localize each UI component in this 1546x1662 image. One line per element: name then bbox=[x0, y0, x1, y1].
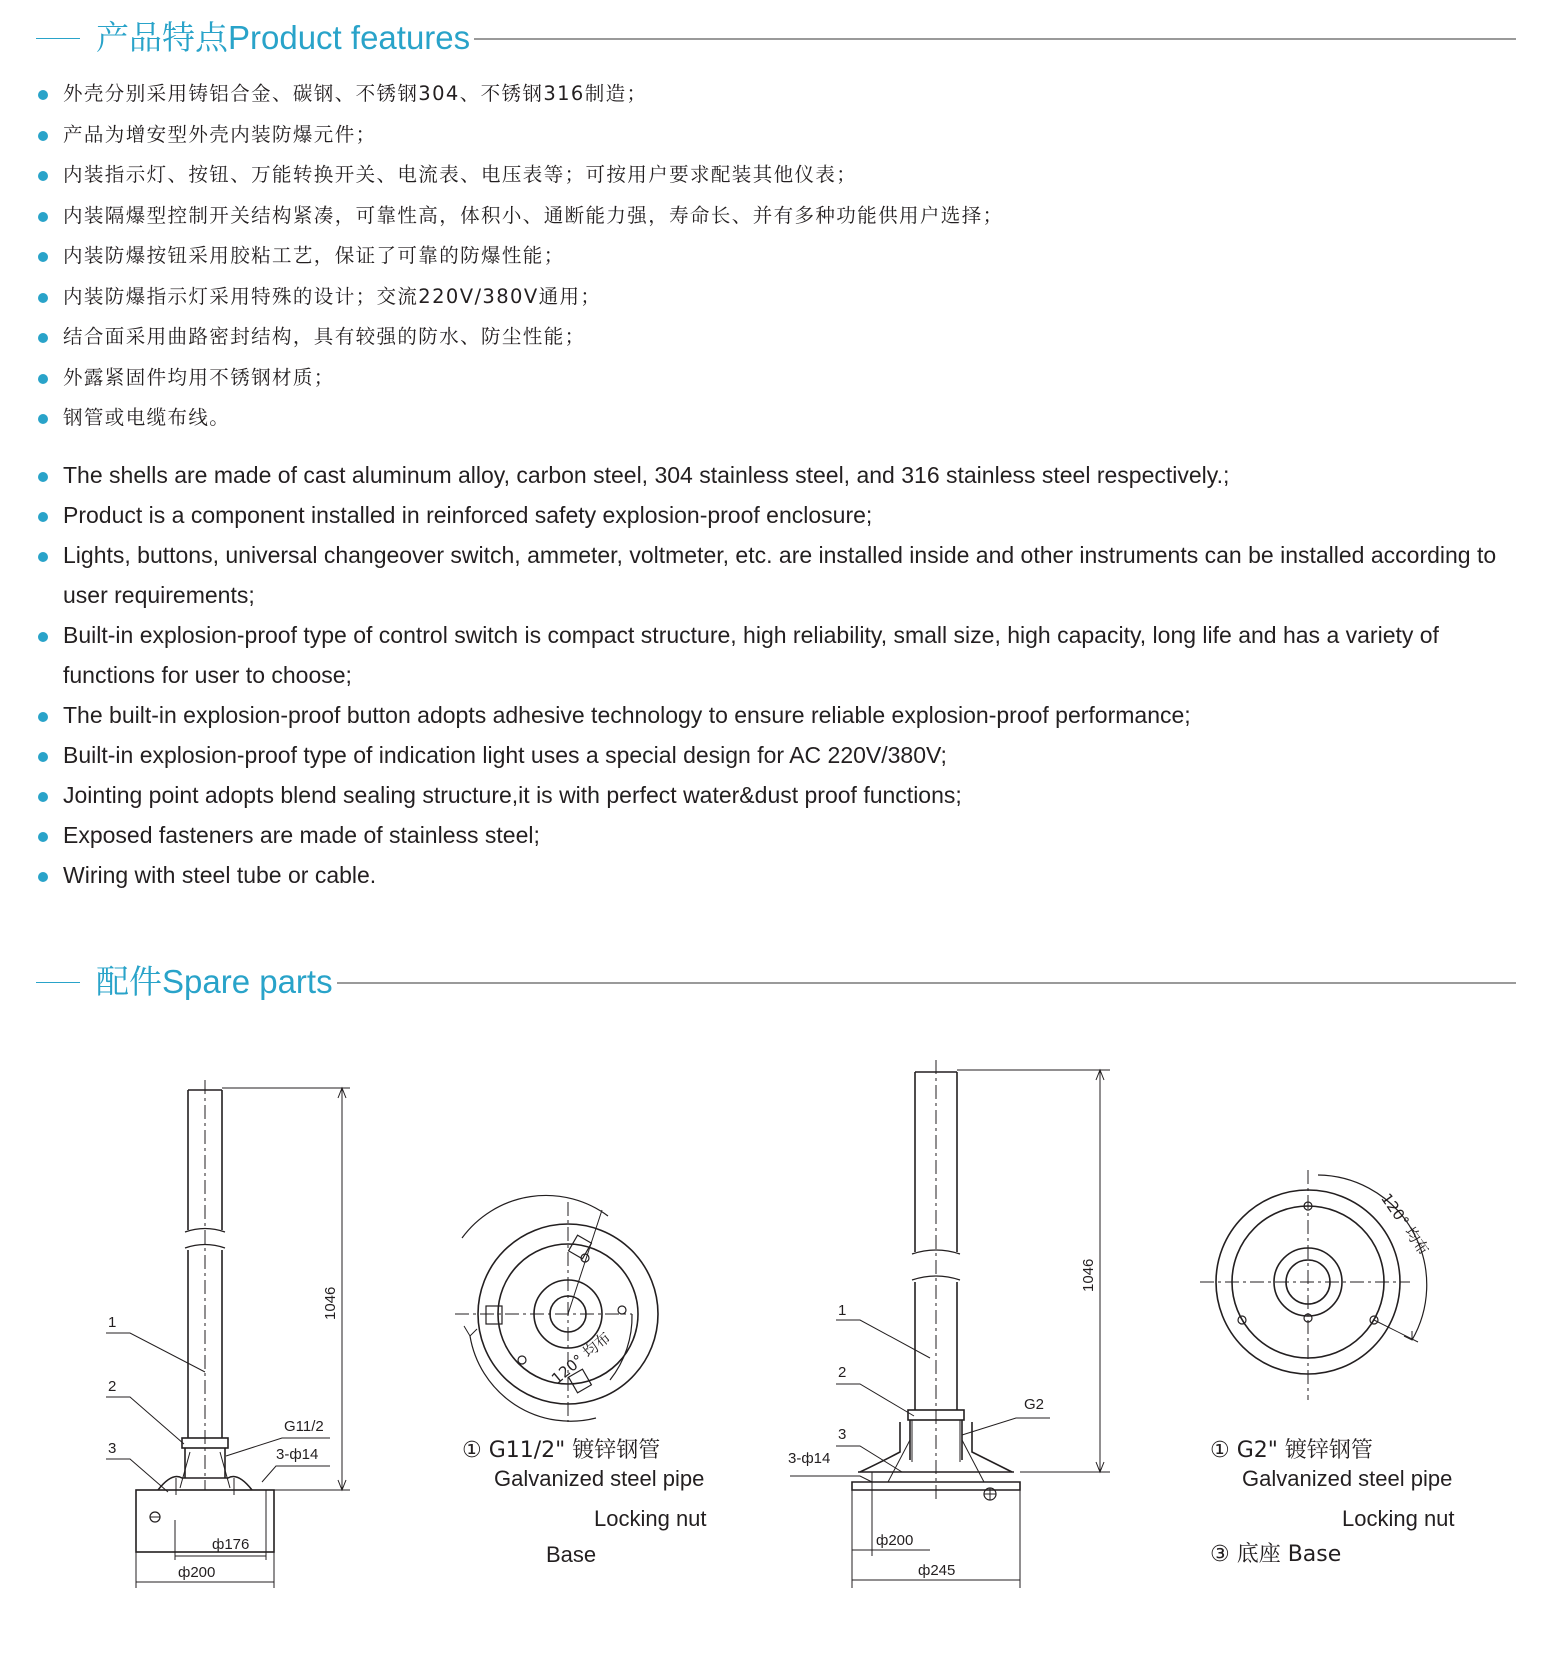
header-lead-line bbox=[36, 38, 80, 39]
bullet-icon bbox=[38, 212, 48, 222]
callout-1: 1 bbox=[838, 1302, 847, 1319]
legend-nut: Locking nut bbox=[1342, 1506, 1455, 1531]
thread-label: G2 bbox=[1024, 1396, 1045, 1413]
features-header bbox=[36, 18, 1516, 58]
list-item: Jointing point adopts blend sealing structure,it is with perfect water&dust proof functions; bbox=[36, 775, 1532, 815]
bullet-icon bbox=[38, 552, 48, 562]
angle-note: 120° 均布 bbox=[548, 1328, 614, 1388]
bullet-icon bbox=[38, 712, 48, 722]
bullet-icon bbox=[38, 414, 48, 424]
bullet-icon bbox=[38, 252, 48, 262]
list-item: 钢管或电缆布线。 bbox=[36, 398, 1486, 439]
list-item: Lights, buttons, universal changeover switch, ammeter, voltmeter, etc. are installed inside and other instruments can be installed according to user requirements; bbox=[36, 535, 1532, 615]
list-item: The shells are made of cast aluminum alloy, carbon steel, 304 stainless steel, and 316 stainless steel respectively.; bbox=[36, 455, 1532, 495]
bullet-icon bbox=[38, 333, 48, 343]
list-item: 外壳分别采用铸铝合金、碳钢、不锈钢304、不锈钢316制造； bbox=[36, 74, 1486, 115]
spare-parts-drawings bbox=[0, 1020, 1546, 1620]
list-item: Built-in explosion-proof type of control switch is compact structure, high reliability, small size, high capacity, long life and has a variety of functions for user to choose; bbox=[36, 615, 1532, 695]
bullet-icon bbox=[38, 792, 48, 802]
bullet-icon bbox=[38, 832, 48, 842]
features-cn-list bbox=[36, 74, 1486, 439]
bullet-icon bbox=[38, 374, 48, 384]
base-plan-1 bbox=[455, 1195, 658, 1422]
list-item: Built-in explosion-proof type of indication light uses a special design for AC 220V/380V; bbox=[36, 735, 1532, 775]
bullet-icon bbox=[38, 90, 48, 100]
height-dimension: 1046 bbox=[1080, 1258, 1097, 1292]
bullet-icon bbox=[38, 171, 48, 181]
angle-note: 120° 均布 bbox=[1377, 1190, 1433, 1259]
bullet-icon bbox=[38, 131, 48, 141]
list-item: The built-in explosion-proof button adopts adhesive technology to ensure reliable explosion-proof performance; bbox=[36, 695, 1532, 735]
bullet-icon bbox=[38, 872, 48, 882]
pipe-elevation-1 bbox=[106, 1080, 350, 1588]
holes-label: 3-ф14 bbox=[276, 1446, 319, 1463]
list-item: Exposed fasteners are made of stainless steel; bbox=[36, 815, 1532, 855]
bullet-icon bbox=[38, 752, 48, 762]
legend-pipe-en: Galvanized steel pipe bbox=[494, 1466, 705, 1491]
features-en-list bbox=[36, 455, 1532, 895]
legend-pipe: ① G2" 镀锌钢管 bbox=[1210, 1438, 1373, 1463]
legend-base: Base bbox=[546, 1542, 597, 1567]
thread-label: G11/2 bbox=[284, 1418, 324, 1435]
holes-label: 3-ф14 bbox=[788, 1450, 831, 1467]
technical-drawing-svg bbox=[0, 1020, 1546, 1620]
list-item: 内装防爆指示灯采用特殊的设计；交流220V/380V通用； bbox=[36, 277, 1486, 318]
outer-diameter-label: ф200 bbox=[178, 1564, 216, 1581]
bullet-icon bbox=[38, 472, 48, 482]
legend-nut: Locking nut bbox=[594, 1506, 707, 1531]
callout-2: 2 bbox=[838, 1364, 847, 1381]
features-title: 产品特点Product features bbox=[96, 18, 474, 58]
legend-pipe: ① G11/2" 镀锌钢管 bbox=[462, 1438, 661, 1463]
bullet-icon bbox=[38, 293, 48, 303]
bullet-icon bbox=[38, 512, 48, 522]
list-item: Product is a component installed in reinforced safety explosion-proof enclosure; bbox=[36, 495, 1532, 535]
legend-pipe-en: Galvanized steel pipe bbox=[1242, 1466, 1453, 1491]
spare-parts-title: 配件Spare parts bbox=[96, 962, 337, 1002]
header-lead-line bbox=[36, 982, 80, 983]
list-item: Wiring with steel tube or cable. bbox=[36, 855, 1532, 895]
outer-diameter-label: ф245 bbox=[918, 1562, 956, 1579]
height-dimension: 1046 bbox=[322, 1286, 339, 1320]
list-item: 产品为增安型外壳内装防爆元件； bbox=[36, 115, 1486, 156]
spare-parts-header bbox=[36, 962, 1516, 1002]
list-item: 内装防爆按钮采用胶粘工艺，保证了可靠的防爆性能； bbox=[36, 236, 1486, 277]
list-item: 外露紧固件均用不锈钢材质； bbox=[36, 358, 1486, 399]
legend-base: ③ 底座 Base bbox=[1210, 1542, 1342, 1567]
callout-3: 3 bbox=[838, 1426, 847, 1443]
bullet-icon bbox=[38, 632, 48, 642]
list-item: 结合面采用曲路密封结构，具有较强的防水、防尘性能； bbox=[36, 317, 1486, 358]
callout-2: 2 bbox=[108, 1378, 117, 1395]
inner-diameter-label: ф200 bbox=[876, 1532, 914, 1549]
list-item: 内装隔爆型控制开关结构紧凑，可靠性高，体积小、通断能力强，寿命长、并有多种功能供用户选择； bbox=[36, 196, 1486, 237]
callout-1: 1 bbox=[108, 1314, 117, 1331]
inner-diameter-label: ф176 bbox=[212, 1536, 250, 1553]
pipe-elevation-2 bbox=[790, 1060, 1110, 1588]
list-item: 内装指示灯、按钮、万能转换开关、电流表、电压表等；可按用户要求配装其他仪表； bbox=[36, 155, 1486, 196]
callout-3: 3 bbox=[108, 1440, 117, 1457]
